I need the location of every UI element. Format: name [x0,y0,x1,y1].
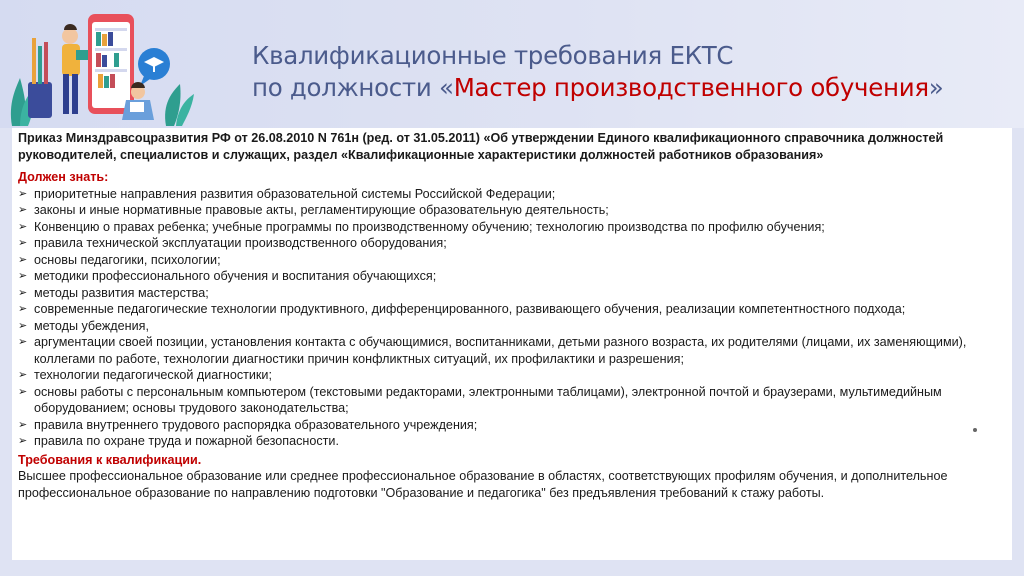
bullet-arrow-icon: ➢ [18,319,28,332]
list-item-text: современные педагогические технологии продуктивного, дифференцированного, развивающего обучения, реализации компетентностного подхода; [34,302,906,316]
bullet-arrow-icon: ➢ [18,418,28,431]
bullet-arrow-icon: ➢ [18,303,28,315]
must-know-list [18,186,1008,450]
list-item [18,417,1008,434]
bullet-arrow-icon: ➢ [18,286,28,299]
list-item [18,318,1008,335]
list-item-text: приоритетные направления развития образовательной системы Российской Федерации; [34,186,556,201]
graduation-chat-icon [138,48,170,86]
must-know-heading: Должен знать: [18,170,109,184]
bullet-arrow-icon: ➢ [18,270,28,282]
list-item [18,268,1008,285]
decorative-dot [973,428,977,432]
title-line-2-suffix: » [928,73,944,102]
list-item-text: методики профессионального обучения и воспитания обучающихся; [34,269,437,283]
list-item [18,384,1008,417]
bullet-arrow-icon: ➢ [18,237,28,249]
bullet-arrow-icon: ➢ [18,385,28,398]
bullet-arrow-icon: ➢ [18,253,28,266]
bullet-arrow-icon: ➢ [18,369,28,381]
list-item [18,285,1008,302]
list-item-text: правила по охране труда и пожарной безопасности. [34,434,339,448]
bullet-arrow-icon: ➢ [18,435,28,447]
list-item [18,219,1008,236]
plant-icon [165,84,194,126]
list-item-text: основы работы с персональным компьютером (текстовыми редакторами, электронными таблицами), электронной почтой и браузерами, мультимедийным оборудованием; основы трудового законодательства; [34,384,942,415]
bullet-arrow-icon: ➢ [18,204,28,216]
bullet-arrow-icon: ➢ [18,336,28,348]
list-item-text: методы развития мастерства; [34,285,209,300]
position-name: Мастер производственного обучения [453,73,929,102]
qualification-heading: Требования к квалификации. [18,452,202,467]
list-item [18,202,1008,219]
list-item-text: Конвенцию о правах ребенка; учебные программы по производственному обучению; технологию производства по профилю обучения; [34,219,825,234]
list-item-text: аргументации своей позиции, установления контакта с обучающимися, воспитанниками, детьми разного возраста, их родителями (лицами, их заменяющими), коллегами по работе, технологии диагностики причин конфликтных ситуаций, их профилактики и разрешения; [34,335,967,366]
list-item-text: методы убеждения, [34,318,149,333]
title-line-2 [252,72,1012,104]
list-item [18,334,1008,367]
list-item [18,367,1008,384]
list-item [18,252,1008,269]
bullet-arrow-icon: ➢ [18,187,28,200]
list-item-text: законы и иные нормативные правовые акты, регламентирующие образовательную деятельность; [34,203,609,217]
slide-title [252,40,1012,104]
list-item [18,301,1008,318]
slide-body [18,130,1008,501]
bullet-arrow-icon: ➢ [18,220,28,233]
list-item [18,186,1008,203]
list-item-text: правила внутреннего трудового распорядка образовательного учреждения; [34,417,478,432]
list-item-text: правила технической эксплуатации производственного оборудования; [34,236,447,250]
qualification-text: Высшее профессиональное образование или среднее профессиональное образование в областях, соответствующих профилям обучения, и дополнительное профессиональное образование по направлению подготовки "Образование и педагогика" без предъявления требований к стажу работы. [18,469,948,500]
phone-bookshelf-icon [88,14,134,114]
title-line-2-prefix: по должности « [252,73,454,102]
list-item-text: технологии педагогической диагностики; [34,368,272,382]
list-item [18,235,1008,252]
list-item [18,433,1008,450]
pencil-cup-icon [28,38,52,118]
order-reference: Приказ Минздравсоцразвития РФ от 26.08.2010 N 761н (ред. от 31.05.2011) «Об утверждении Единого квалификационного справочника должностей руководителей, специалистов и служащих, раздел «Квалификационные характеристики должностей работников образования» [18,131,944,162]
list-item-text: основы педагогики, психологии; [34,252,221,267]
education-illustration [6,8,196,126]
title-line-1: Квалификационные требования ЕКТС [252,41,734,70]
person-with-book-icon [62,24,90,114]
